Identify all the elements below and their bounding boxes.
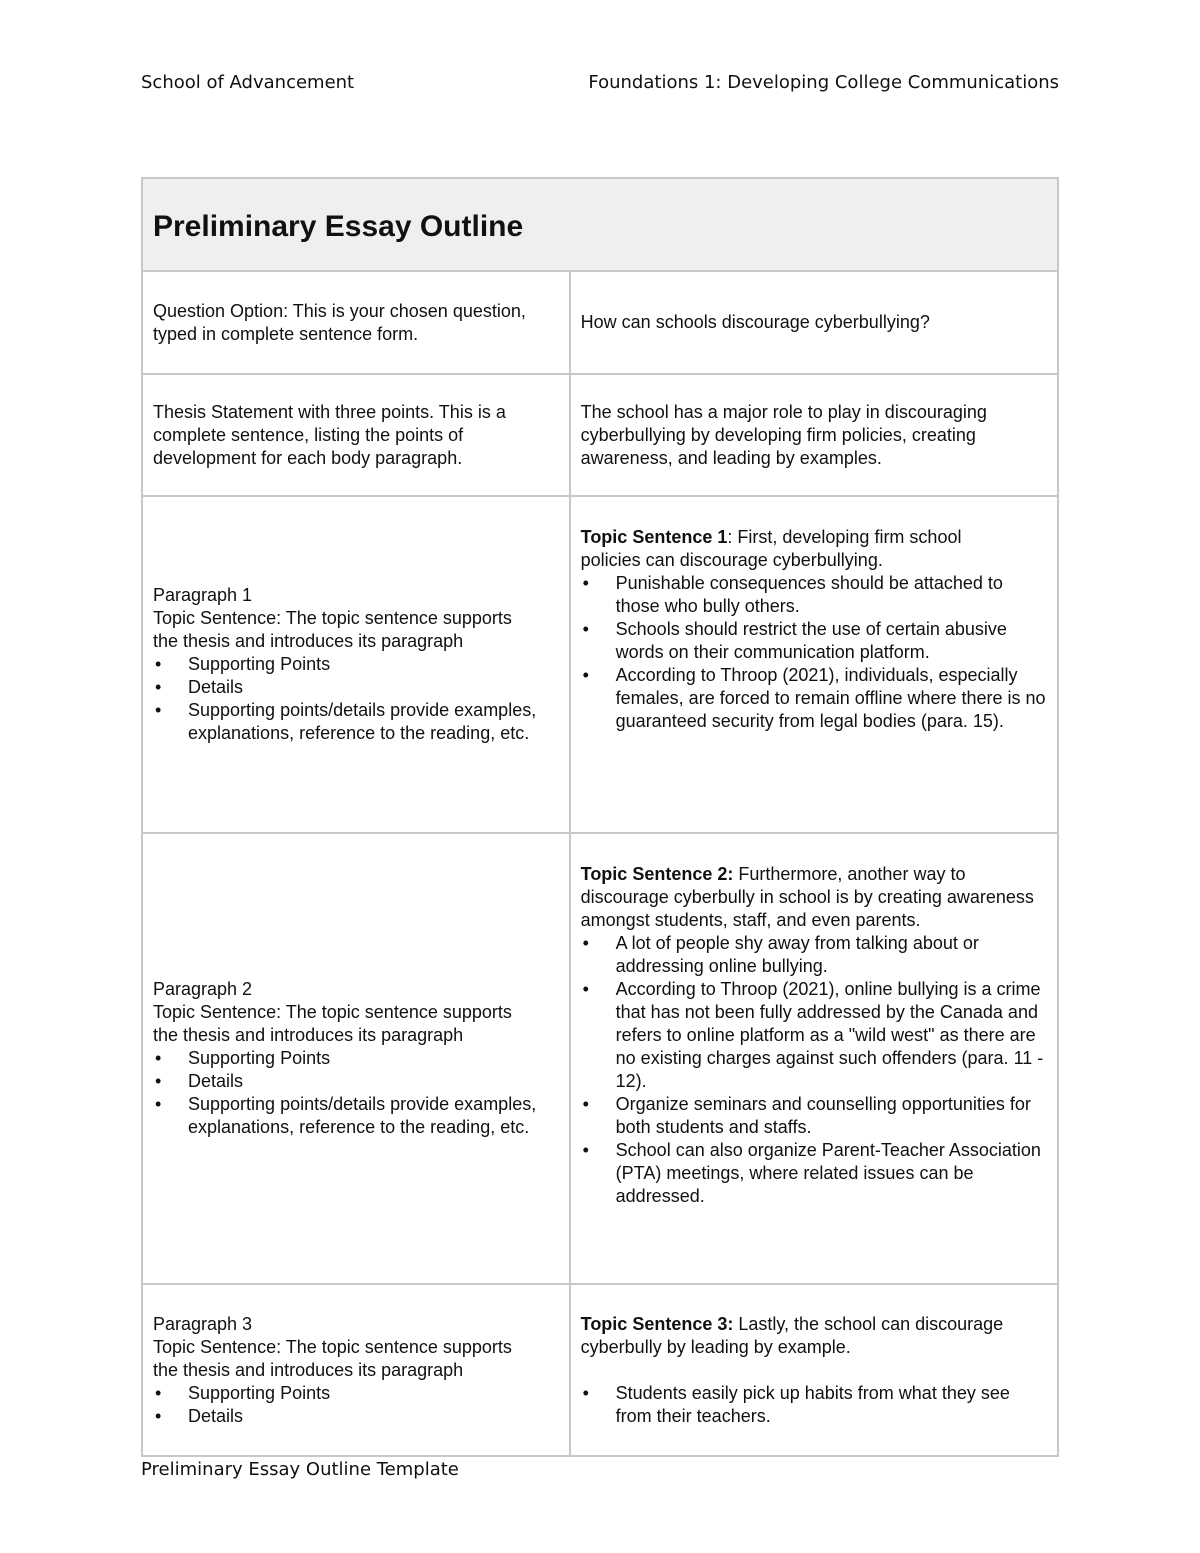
list-item: • A lot of people shy away from talking about or addressing online bullying. bbox=[581, 932, 1047, 978]
paragraph2-row bbox=[142, 833, 1058, 1284]
outline-table bbox=[141, 177, 1059, 1457]
paragraph3-bullets bbox=[581, 1382, 1047, 1428]
paragraph3-row bbox=[142, 1284, 1058, 1456]
question-answer: How can schools discourage cyberbullying? bbox=[580, 312, 930, 332]
topic-text: : First, developing firm school bbox=[727, 527, 962, 547]
topic-text: Lastly, the school can discourage cyberbully by leading by example. bbox=[580, 1313, 1004, 1357]
paragraph1-topic-sentence-cont: policies can discourage cyberbullying. bbox=[580, 550, 883, 570]
thesis-label-line: development for each body paragraph. bbox=[153, 447, 463, 468]
paragraph1-heading: Paragraph 1 bbox=[153, 585, 253, 605]
topic-label: Topic Sentence 1 bbox=[580, 527, 728, 547]
paragraph3-guide-cell bbox=[142, 1284, 570, 1456]
list-item: • Supporting points/details provide examples, explanations, reference to the reading, etc. bbox=[153, 699, 559, 745]
thesis-answer-line: cyberbullying by developing firm policies, creating bbox=[580, 424, 976, 445]
list-item: • Details bbox=[153, 676, 559, 699]
paragraph1-guide-cell bbox=[142, 496, 570, 833]
question-label-line: Question Option: This is your chosen question, bbox=[153, 300, 526, 321]
paragraph3-guide-list bbox=[153, 1382, 559, 1428]
list-item: • Organize seminars and counselling opportunities for both students and staffs. bbox=[581, 1093, 1047, 1139]
thesis-row bbox=[142, 374, 1058, 496]
list-item: • School can also organize Parent-Teacher Association (PTA) meetings, where related issues can be addressed. bbox=[581, 1139, 1047, 1208]
title-cell bbox=[142, 178, 1058, 271]
list-item: • According to Throop (2021), online bullying is a crime that has not been fully addressed by the Canada and refers to online platform as a "wild west" as there are no existing charges against such offenders (para. 11 - 12). bbox=[581, 978, 1047, 1093]
page-title: Preliminary Essay Outline bbox=[153, 209, 524, 243]
paragraph1-guide-line: the thesis and introduces its paragraph bbox=[153, 631, 464, 651]
paragraph2-guide-line: the thesis and introduces its paragraph bbox=[153, 1025, 464, 1045]
list-item: • Schools should restrict the use of certain abusive words on their communication platform. bbox=[581, 618, 1047, 664]
paragraph3-guide-line: the thesis and introduces its paragraph bbox=[153, 1359, 464, 1380]
question-label-line: typed in complete sentence form. bbox=[153, 323, 419, 344]
paragraph1-guide-list bbox=[153, 653, 559, 745]
paragraph2-guide-cell bbox=[142, 833, 570, 1284]
paragraph3-heading: Paragraph 3 bbox=[153, 1313, 253, 1334]
list-item: • Students easily pick up habits from what they see from their teachers. bbox=[581, 1382, 1047, 1428]
paragraph1-content-cell bbox=[570, 496, 1058, 833]
paragraph2-topic-sentence bbox=[581, 863, 1047, 932]
list-item: • Punishable consequences should be attached to those who bully others. bbox=[581, 572, 1047, 618]
topic-text: Furthermore, another way to discourage cyberbully in school is by creating awareness amongst students, staff, and even parents. bbox=[580, 864, 1034, 930]
thesis-answer-line: awareness, and leading by examples. bbox=[580, 447, 882, 468]
paragraph1-guide-line: Topic Sentence: The topic sentence supports bbox=[153, 608, 512, 628]
list-item: • Details bbox=[153, 1070, 559, 1093]
list-item: • Supporting Points bbox=[153, 1047, 559, 1070]
paragraph3-guide-line: Topic Sentence: The topic sentence supports bbox=[153, 1336, 512, 1357]
header-school-name: School of Advancement bbox=[141, 72, 355, 93]
list-item: • Supporting Points bbox=[153, 653, 559, 676]
paragraph2-bullets bbox=[581, 932, 1047, 1208]
list-item: • Details bbox=[153, 1405, 559, 1428]
paragraph2-heading: Paragraph 2 bbox=[153, 979, 253, 999]
paragraph2-guide-list bbox=[153, 1047, 559, 1139]
topic-label: Topic Sentence 3: bbox=[580, 1313, 734, 1334]
thesis-label-cell bbox=[142, 374, 570, 496]
paragraph2-guide-line: Topic Sentence: The topic sentence supports bbox=[153, 1002, 512, 1022]
paragraph1-row bbox=[142, 496, 1058, 833]
question-answer-cell bbox=[570, 271, 1058, 374]
thesis-label-line: Thesis Statement with three points. This is a bbox=[153, 401, 506, 422]
question-label-cell bbox=[142, 271, 570, 374]
paragraph2-content-cell bbox=[570, 833, 1058, 1284]
list-item: • Supporting Points bbox=[153, 1382, 559, 1405]
thesis-answer-cell bbox=[570, 374, 1058, 496]
footer-template-name: Preliminary Essay Outline Template bbox=[141, 1459, 459, 1480]
paragraph1-bullets bbox=[581, 572, 1047, 733]
header-course-title: Foundations 1: Developing College Communications bbox=[588, 72, 1059, 93]
paragraph3-topic-sentence bbox=[581, 1313, 1047, 1359]
thesis-label-line: complete sentence, listing the points of bbox=[153, 424, 464, 445]
paragraph1-topic-sentence bbox=[581, 526, 1047, 549]
list-item: • According to Throop (2021), individuals, especially females, are forced to remain offline where there is no guaranteed security from legal bodies (para. 15). bbox=[581, 664, 1047, 733]
spacer bbox=[581, 1359, 1047, 1382]
topic-label: Topic Sentence 2: bbox=[580, 864, 734, 884]
thesis-answer-line: The school has a major role to play in discouraging bbox=[580, 401, 987, 422]
list-item: • Supporting points/details provide examples, explanations, reference to the reading, etc. bbox=[153, 1093, 559, 1139]
question-row bbox=[142, 271, 1058, 374]
paragraph3-content-cell bbox=[570, 1284, 1058, 1456]
